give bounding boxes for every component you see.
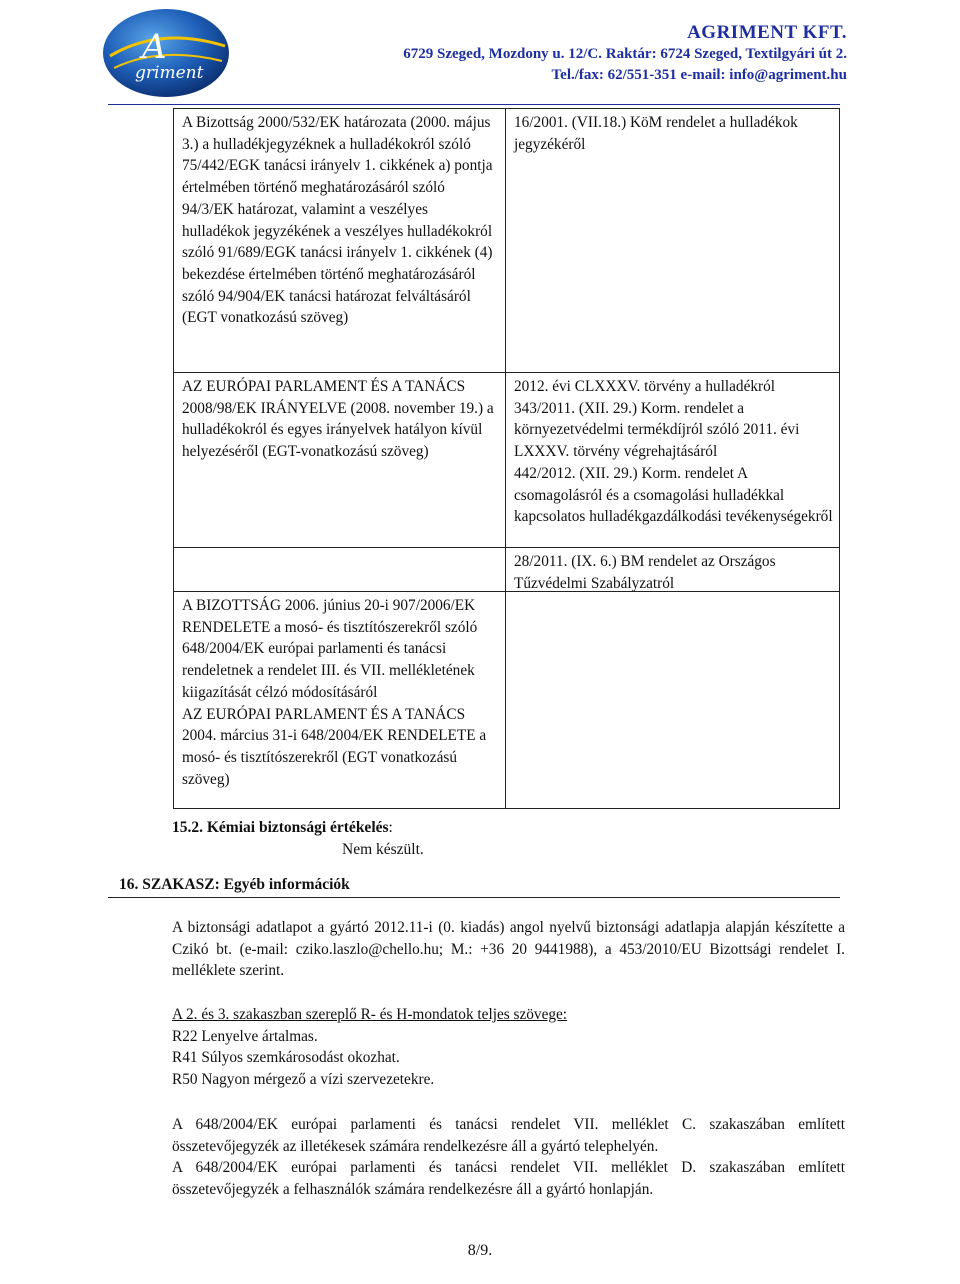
table-cell-r4-right [505, 591, 840, 809]
table-cell-r4-left [173, 591, 506, 809]
agriment-logo [100, 6, 235, 101]
table-cell-r2-left [173, 372, 506, 548]
section-16-para-1: A biztonsági adatlapot a gyártó 2012.11-i (0. kiadás) angol nyelvű biztonsági adatlapja alapján készítette a Czikó bt. (e-mail: cziko.laszlo@chello.hu; M.: +36 20 9441988), a 453/2010/EU Bizottsági rendelet I. melléklete szerint. [172, 919, 845, 980]
cell-text: 16/2001. (VII.18.) KöM rendelet a hulladékok jegyzékéről [514, 114, 802, 153]
table-cell-r3-right [505, 547, 840, 592]
cell-text: A BIZOTTSÁG 2006. június 20-i 907/2006/EK RENDELETE a mosó- és tisztítószerekről szóló 648/2004/EK európai parlamenti és tanácsi rendeletnek a rendelet III. és VII. mellékletének kiigazítását célzó módosításáról AZ EURÓPAI PARLAMENT ÉS A TANÁCS 2004. március 31-i 648/2004/EK RENDELETE a mosó- és tisztítószerekről (EGT vonatkozású szöveg) [182, 597, 487, 788]
table-cell-r1-left [173, 108, 506, 373]
company-address: 6729 Szeged, Mozdony u. 12/C. Raktár: 6724 Szeged, Textilgyári út 2. [403, 46, 847, 62]
r-phrase-item: R22 Lenyelve ártalmas. [172, 1027, 318, 1045]
header-divider [108, 104, 840, 105]
r-phrase-item: R41 Súlyos szemkárosodást okozhat. [172, 1049, 400, 1067]
cell-text: AZ EURÓPAI PARLAMENT ÉS A TANÁCS 2008/98/EK IRÁNYELVE (2008. november 19.) a hulladékokról és egyes irányelvek hatályon kívül helyezéséről (EGT-vonatkozású szöveg) [182, 378, 498, 461]
table-cell-r3-left [173, 547, 506, 592]
table-cell-r1-right [505, 108, 840, 373]
company-name: AGRIMENT KFT. [687, 22, 847, 43]
section-16-para-4: A 648/2004/EK európai parlamenti és tanácsi rendelet VII. melléklet D. szakaszában említett összetevőjegyzék a felhasználók számára rendelkezésre áll a gyártó honlapján. [172, 1159, 845, 1198]
r-phrase-item: R50 Nagyon mérgező a vízi szervezetekre. [172, 1071, 435, 1089]
cell-text: 28/2011. (IX. 6.) BM rendelet az Országos Tűzvédelmi Szabályzatról [514, 553, 780, 592]
section-16-para-3: A 648/2004/EK európai parlamenti és tanácsi rendelet VII. melléklet C. szakaszában említett összetevőjegyzék az illetékesek számára rendelkezésre áll a gyártó telephelyén. [172, 1116, 845, 1155]
company-contact: Tel./fax: 62/551-351 e-mail: info@agriment.hu [551, 67, 847, 83]
section-15-2-label: 15.2. Kémiai biztonsági értékelés [172, 819, 389, 836]
section-15-2-value: Nem készült. [342, 841, 424, 858]
svg-text:griment: griment [135, 63, 204, 83]
page-number: 8/9. [467, 1242, 493, 1259]
section-15-2-heading [172, 817, 393, 839]
company-header [403, 22, 847, 86]
section-15-2-colon: : [388, 819, 393, 836]
cell-text: 2012. évi CLXXXV. törvény a hulladékról 343/2011. (XII. 29.) Korm. rendelet a környezetvédelmi termékdíjról szóló 2011. évi LXXXV. törvény végrehajtásáról 442/2012. (XII. 29.) Korm. rendelet A csomagolásról és a csomagolási hulladékkal kapcsolatos hulladékgazdálkodási tevékenységekről [514, 378, 833, 526]
cell-text: A Bizottság 2000/532/EK határozata (2000. május 3.) a hulladékjegyzéknek a hulladékokról szóló 75/442/EGK tanácsi irányelv 1. cikkének a) pontja értelmében történő meghatározásáról szóló 94/3/EK határozat, valamint a veszélyes hulladékok jegyzékének a veszélyes hulladékokról szóló 91/689/EGK tanácsi irányelv 1. cikkének (4) bekezdése értelmében történő meghatározásáról szóló 94/904/EK tanácsi határozat felváltásáról (EGT vonatkozású szöveg) [182, 114, 497, 327]
table-cell-r2-right [505, 372, 840, 548]
section-16-title: 16. SZAKASZ: Egyéb információk [108, 872, 840, 898]
r-phrases-block [172, 1004, 845, 1091]
svg-text:A: A [142, 27, 167, 67]
r-phrases-heading: A 2. és 3. szakaszban szereplő R- és H-mondatok teljes szövege: [172, 1006, 568, 1023]
